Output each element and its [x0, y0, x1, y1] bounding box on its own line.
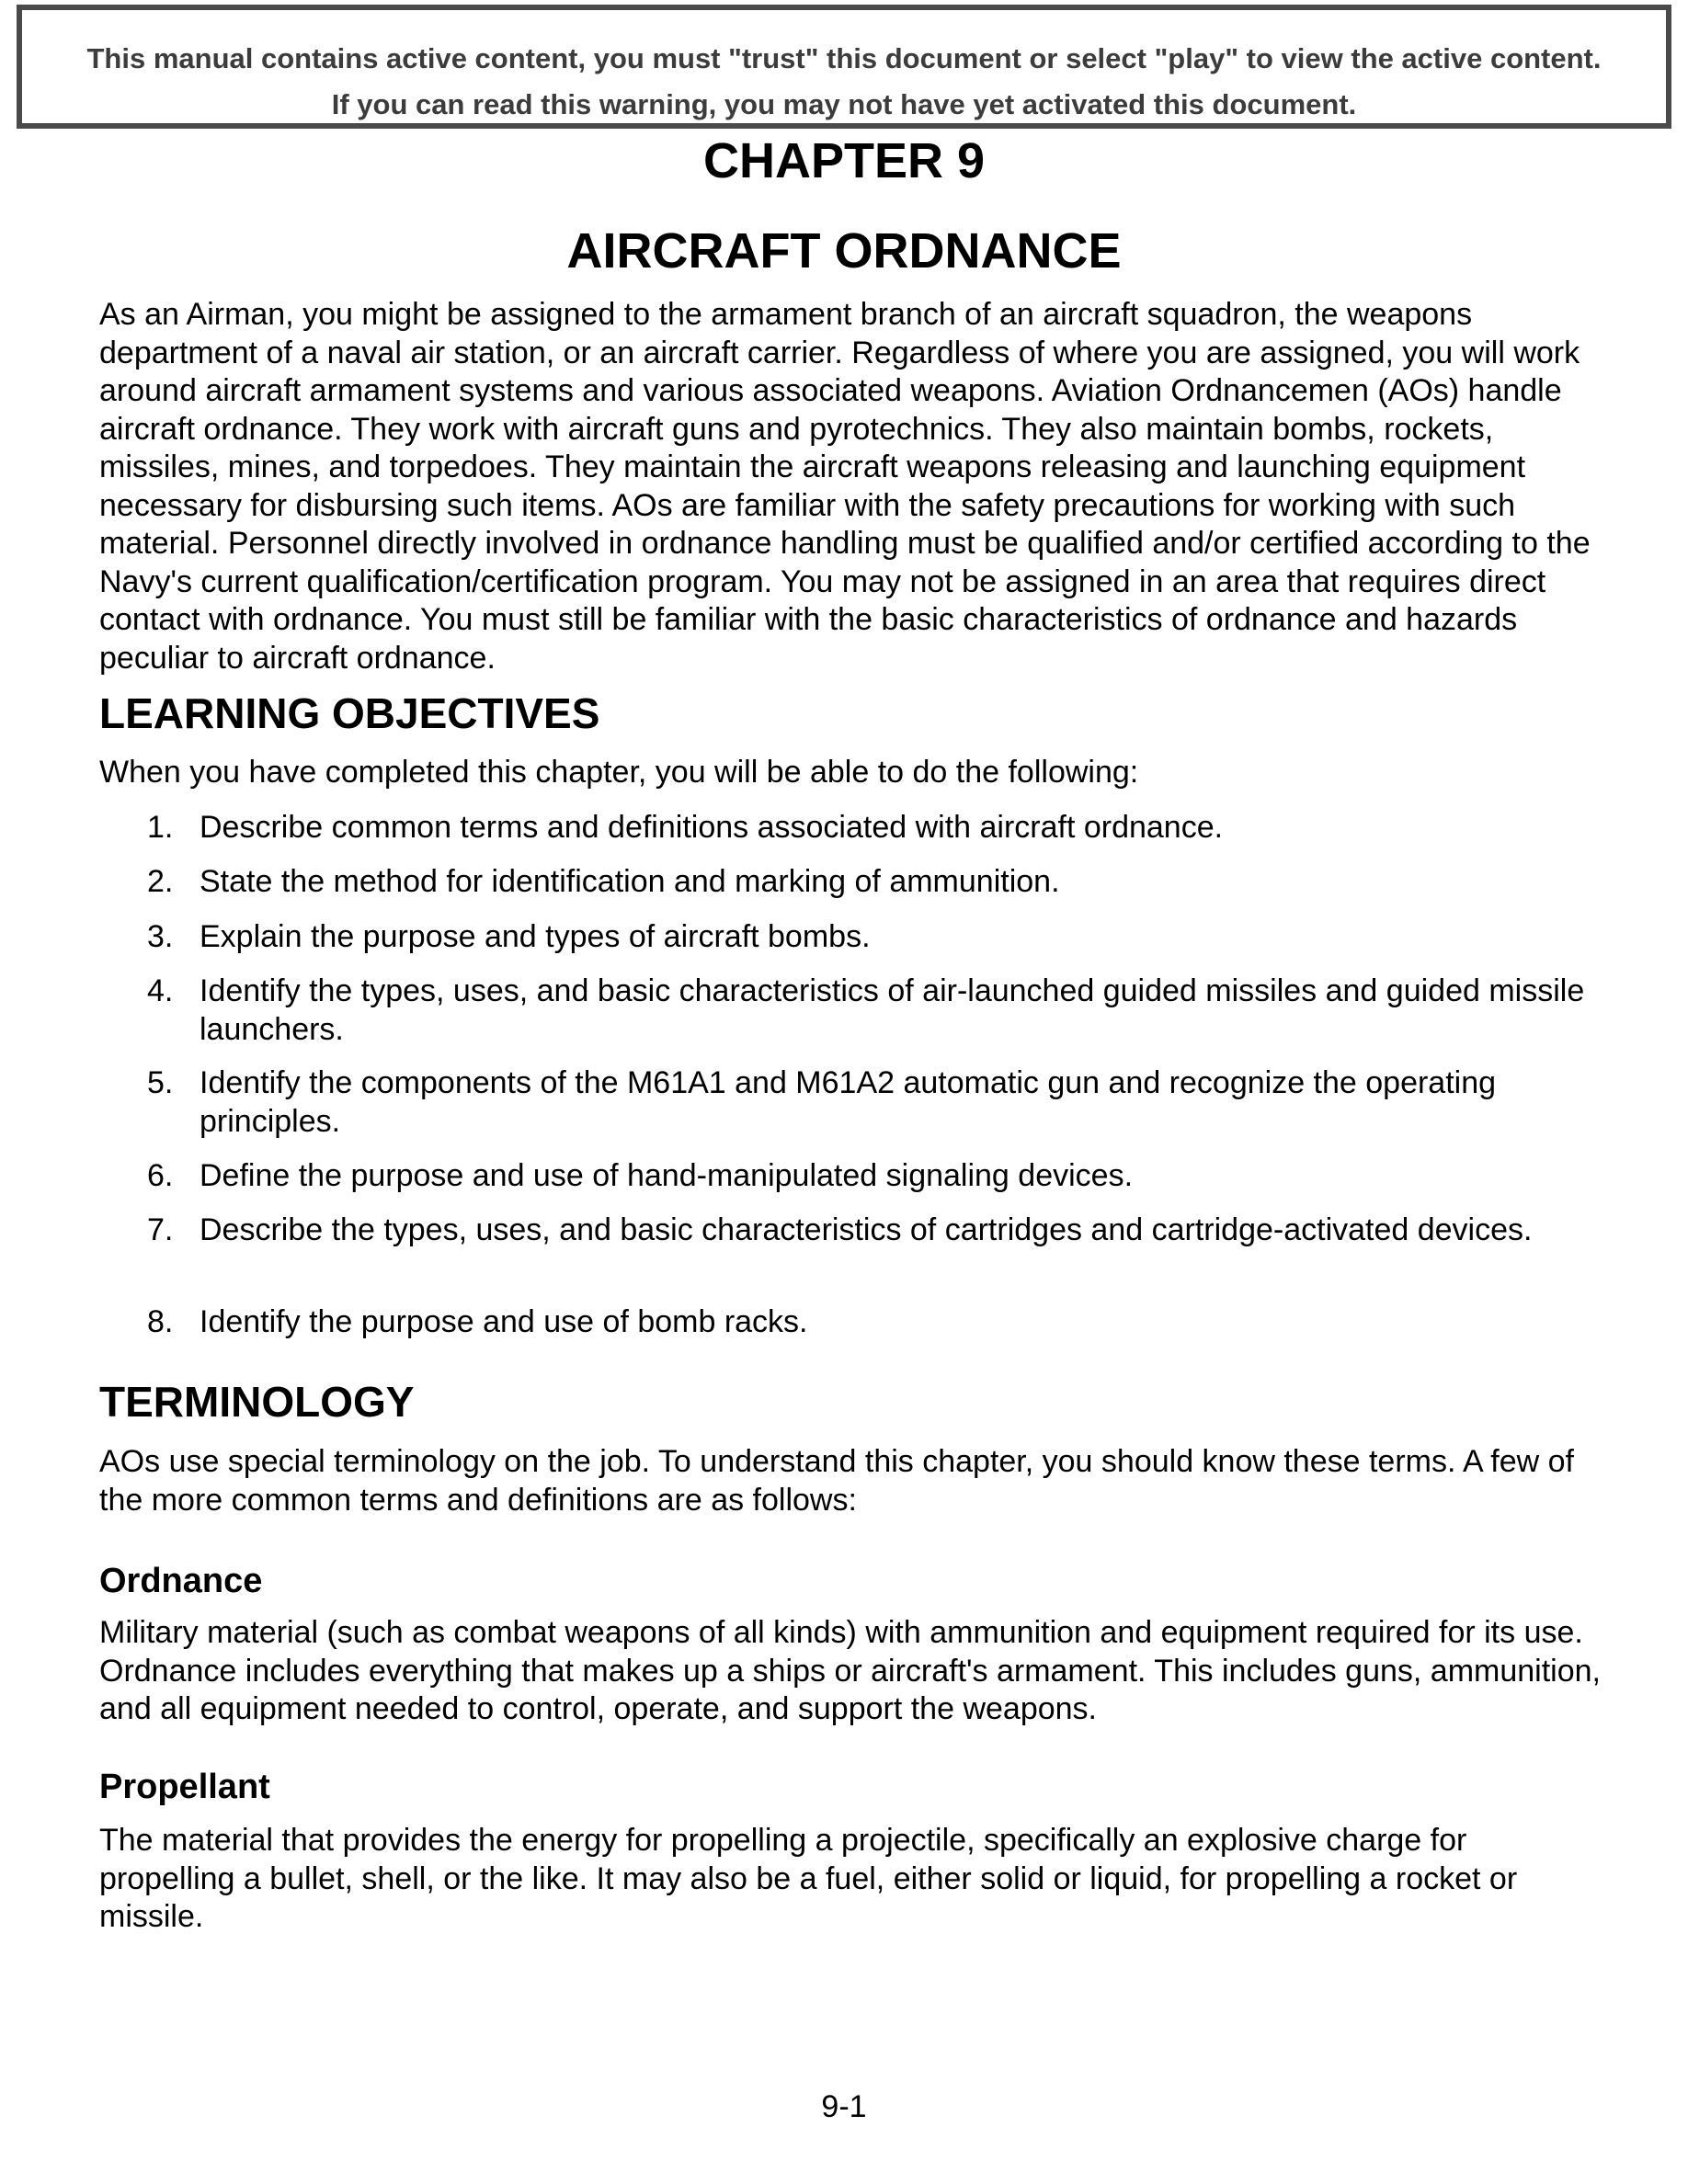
objective-item: [147, 1211, 1609, 1250]
objective-number: 5.: [147, 1065, 174, 1100]
objective-number: 7.: [147, 1212, 174, 1247]
learning-objectives-heading: LEARNING OBJECTIVES: [99, 689, 600, 737]
objective-item: [147, 863, 1609, 902]
objective-item: [147, 973, 1609, 1049]
objective-item: [147, 809, 1609, 847]
warning-line-1: This manual contains active content, you must "trust" this document or select "play" to view the active content.: [86, 42, 1602, 74]
terminology-lead: AOs use special terminology on the job. To understand this chapter, you should know these terms. A few of the more common terms and definitions are as follows:: [99, 1444, 1574, 1518]
terminology-heading: TERMINOLOGY: [99, 1378, 415, 1426]
objective-item: [147, 1157, 1609, 1196]
objective-text: Explain the purpose and types of aircraft bombs.: [200, 919, 871, 954]
objective-text: Describe common terms and definitions associated with aircraft ordnance.: [200, 810, 1224, 845]
objective-number: 6.: [147, 1158, 174, 1193]
objective-number: 3.: [147, 919, 174, 954]
active-content-warning: [17, 5, 1671, 129]
objective-number: 8.: [147, 1304, 174, 1339]
warning-line-2: If you can read this warning, you may not have yet activated this document.: [331, 88, 1357, 120]
ordnance-definition: Military material (such as combat weapons of all kinds) with ammunition and equipment required for its use. Ordnance includes everything that makes up a ships or aircraft's armament. This includes guns, ammunition, and all equipment needed to control, operate, and support the weapons.: [99, 1615, 1601, 1726]
objective-text: Identify the types, uses, and basic characteristics of air-launched guided missiles and guided missile launchers.: [200, 973, 1585, 1047]
propellant-definition: The material that provides the energy for propelling a projectile, specifically an explosive charge for propelling a bullet, shell, or the like. It may also be a fuel, either solid or liquid, for propelling a rocket or missile.: [99, 1823, 1518, 1934]
chapter-title: AIRCRAFT ORDNANCE: [566, 223, 1122, 279]
objectives-lead: When you have completed this chapter, you will be able to do the following:: [99, 755, 1139, 790]
ordnance-heading: Ordnance: [99, 1562, 263, 1600]
objective-item: [147, 918, 1609, 957]
objective-number: 2.: [147, 864, 174, 899]
objective-text: Define the purpose and use of hand-manipulated signaling devices.: [200, 1158, 1134, 1193]
objective-item: [147, 1064, 1609, 1141]
objective-text: Identify the components of the M61A1 and M61A2 automatic gun and recognize the operating principles.: [200, 1065, 1497, 1139]
objective-text: Identify the purpose and use of bomb racks.: [200, 1304, 808, 1339]
objective-text: State the method for identification and marking of ammunition.: [200, 864, 1060, 899]
propellant-heading: Propellant: [99, 1768, 270, 1806]
objective-item: [147, 1303, 1609, 1342]
intro-paragraph: As an Airman, you might be assigned to the armament branch of an aircraft squadron, the weapons department of a naval air station, or an aircraft carrier. Regardless of where you are assigned, you will work around aircraft armament systems and various associated weapons. Aviation Ordnancemen (AOs) handle aircraft ordnance. They work with aircraft guns and pyrotechnics. They also maintain bombs, rockets, missiles, mines, and torpedoes. They maintain the aircraft weapons releasing and launching equipment necessary for disbursing such items. AOs are familiar with the safety precautions for working with such material. Personnel directly involved in ordnance handling must be qualified and/or certified according to the Navy's current qualification/certification program. You may not be assigned in an area that requires direct contact with ordnance. You must still be familiar with the basic characteristics of ordnance and hazards peculiar to aircraft ordnance.: [99, 297, 1591, 676]
objective-number: 1.: [147, 810, 174, 845]
objective-text: Describe the types, uses, and basic characteristics of cartridges and cartridge-activated devices.: [200, 1212, 1533, 1247]
page-number: 9-1: [821, 2089, 867, 2124]
objective-number: 4.: [147, 973, 174, 1008]
chapter-number: CHAPTER 9: [702, 133, 986, 188]
